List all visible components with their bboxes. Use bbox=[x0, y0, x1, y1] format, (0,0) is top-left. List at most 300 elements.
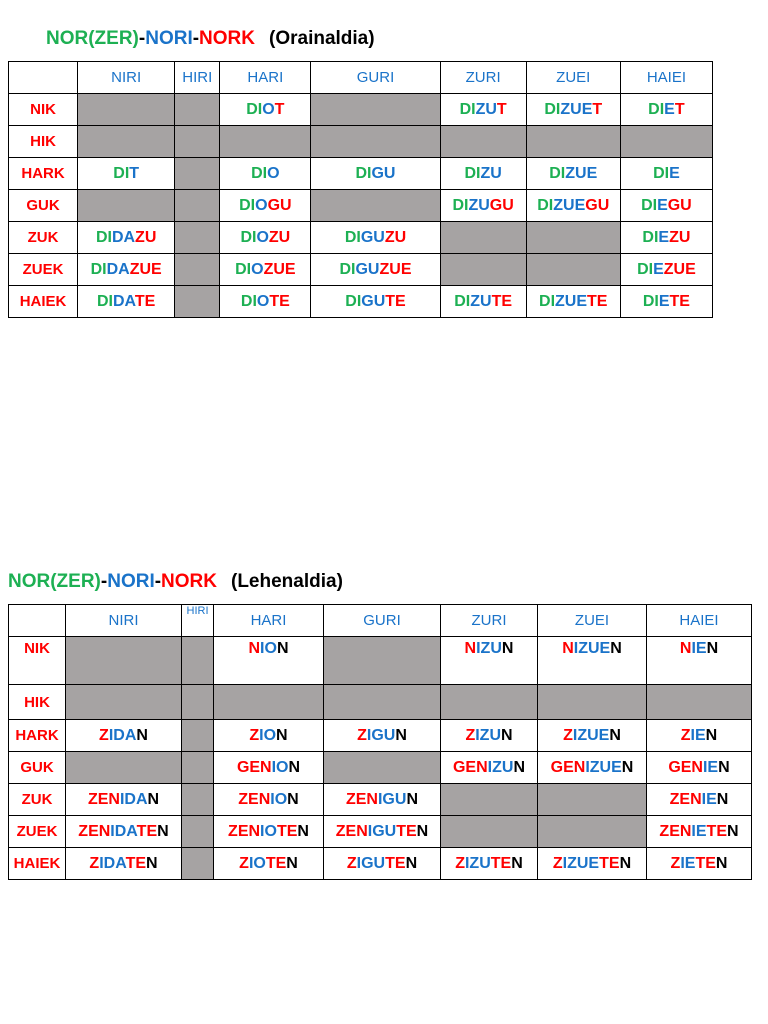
empty-cell bbox=[441, 816, 538, 848]
empty-cell bbox=[220, 126, 311, 158]
header-row bbox=[9, 605, 752, 637]
column-header-zuei: ZUEI bbox=[538, 605, 647, 637]
verb-segment: Z bbox=[552, 854, 563, 872]
verb-segment: Z bbox=[680, 726, 691, 744]
verb-form-cell bbox=[441, 720, 538, 752]
verb-segment: ZU bbox=[135, 228, 157, 246]
empty-cell bbox=[538, 784, 647, 816]
table-row bbox=[9, 286, 713, 318]
verb-segment: ZU bbox=[470, 292, 492, 310]
verb-segment: ZEN bbox=[669, 790, 702, 808]
verb-segment: GU bbox=[355, 260, 380, 278]
table-row bbox=[9, 685, 752, 720]
table-row bbox=[9, 720, 752, 752]
verb-form-cell bbox=[66, 848, 182, 880]
verb-form-cell bbox=[214, 720, 324, 752]
verb-form-cell bbox=[220, 254, 311, 286]
verb-segment: IE bbox=[702, 758, 719, 776]
verb-segment: O bbox=[267, 164, 280, 182]
verb-segment: N bbox=[718, 758, 730, 776]
verb-segment: E bbox=[658, 292, 670, 310]
verb-segment: DI bbox=[653, 164, 670, 182]
verb-segment: TE bbox=[396, 822, 417, 840]
verb-form-cell bbox=[220, 222, 311, 254]
verb-form-cell bbox=[78, 254, 175, 286]
verb-form-cell bbox=[647, 637, 752, 685]
verb-segment: IGU bbox=[356, 854, 386, 872]
verb-form-cell bbox=[620, 254, 712, 286]
verb-segment: N bbox=[513, 758, 525, 776]
verb-segment: ZUE bbox=[560, 100, 593, 118]
table-row bbox=[9, 126, 713, 158]
verb-segment: DI bbox=[339, 260, 356, 278]
header-row bbox=[9, 62, 713, 94]
verb-form-cell bbox=[324, 848, 441, 880]
verb-segment: DA bbox=[112, 292, 135, 310]
verb-segment: TE bbox=[265, 854, 287, 872]
verb-segment: IE bbox=[701, 790, 717, 808]
verb-form-cell bbox=[66, 784, 182, 816]
row-header-nik: NIK bbox=[9, 637, 66, 685]
verb-segment: Z bbox=[346, 854, 357, 872]
verb-form-cell bbox=[214, 848, 324, 880]
table-row bbox=[9, 752, 752, 784]
table-row bbox=[9, 254, 713, 286]
verb-segment: TE bbox=[385, 854, 406, 872]
verb-form-cell bbox=[311, 222, 440, 254]
title-lehenaldia bbox=[8, 571, 343, 593]
verb-segment: IDA bbox=[99, 854, 126, 872]
verb-segment: TE bbox=[134, 292, 156, 310]
empty-cell bbox=[620, 126, 712, 158]
verb-segment: N bbox=[248, 640, 261, 657]
verb-segment: TE bbox=[599, 854, 620, 872]
title-nork: NORK bbox=[199, 28, 255, 49]
verb-segment: Z bbox=[670, 854, 681, 872]
verb-segment: T bbox=[496, 100, 507, 118]
verb-segment: DI bbox=[641, 196, 658, 214]
verb-segment: IO bbox=[248, 854, 266, 872]
verb-segment: TE bbox=[136, 822, 158, 840]
verb-segment: GU bbox=[667, 196, 692, 214]
verb-form-cell bbox=[214, 784, 324, 816]
column-header-haiei: HAIEI bbox=[620, 62, 712, 94]
verb-segment: ZUE bbox=[663, 260, 696, 278]
column-header-guri: GURI bbox=[324, 605, 441, 637]
title-sep: - bbox=[192, 28, 200, 49]
verb-segment: IZU bbox=[487, 758, 514, 776]
verb-segment: N bbox=[286, 854, 298, 872]
empty-cell bbox=[441, 784, 538, 816]
empty-cell bbox=[78, 190, 175, 222]
title-orainaldia bbox=[46, 28, 375, 50]
empty-cell bbox=[526, 126, 620, 158]
empty-cell bbox=[441, 685, 538, 720]
verb-segment: N bbox=[619, 854, 632, 872]
verb-form-cell bbox=[538, 720, 647, 752]
row-header-hark: HARK bbox=[9, 158, 78, 190]
empty-cell bbox=[175, 94, 220, 126]
verb-segment: E bbox=[664, 100, 675, 118]
empty-cell bbox=[182, 637, 214, 685]
verb-segment: IZUE bbox=[585, 758, 622, 776]
verb-form-cell bbox=[440, 190, 526, 222]
verb-segment: DI bbox=[642, 292, 659, 310]
verb-segment: ZU bbox=[268, 228, 291, 246]
empty-cell bbox=[175, 126, 220, 158]
verb-segment: GEN bbox=[236, 758, 272, 776]
verb-segment: Z bbox=[249, 726, 260, 744]
verb-form-cell bbox=[538, 752, 647, 784]
empty-cell bbox=[311, 94, 440, 126]
verb-form-cell bbox=[440, 158, 526, 190]
verb-segment: N bbox=[716, 790, 729, 808]
verb-form-cell bbox=[647, 784, 752, 816]
verb-segment: DI bbox=[246, 100, 263, 118]
table-row bbox=[9, 94, 713, 126]
verb-segment: N bbox=[405, 854, 418, 872]
verb-segment: TE bbox=[706, 822, 727, 840]
empty-cell bbox=[182, 752, 214, 784]
verb-table-lehenaldia bbox=[8, 604, 752, 880]
column-header-hari: HARI bbox=[220, 62, 311, 94]
verb-form-cell bbox=[526, 158, 620, 190]
verb-segment: IGU bbox=[367, 822, 397, 840]
verb-form-cell bbox=[441, 637, 538, 685]
verb-segment: ZUE bbox=[263, 260, 296, 278]
verb-form-cell bbox=[78, 222, 175, 254]
verb-segment: ZEN bbox=[238, 790, 271, 808]
verb-segment: IO bbox=[260, 822, 277, 840]
verb-form-cell bbox=[324, 720, 441, 752]
verb-form-cell bbox=[647, 816, 752, 848]
row-header-guk: GUK bbox=[9, 752, 66, 784]
verb-form-cell bbox=[441, 848, 538, 880]
verb-form-cell bbox=[526, 190, 620, 222]
verb-segment: N bbox=[705, 726, 718, 744]
verb-segment: DI bbox=[539, 292, 556, 310]
verb-segment: N bbox=[706, 640, 719, 657]
verb-form-cell bbox=[538, 848, 647, 880]
verb-segment: Z bbox=[239, 854, 249, 872]
row-header-zuk: ZUK bbox=[9, 784, 66, 816]
empty-cell bbox=[66, 752, 182, 784]
verb-segment: IO bbox=[270, 790, 288, 808]
verb-segment: IE bbox=[690, 726, 706, 744]
verb-segment: N bbox=[501, 640, 514, 657]
verb-segment: DI bbox=[454, 292, 471, 310]
verb-form-cell bbox=[647, 752, 752, 784]
empty-cell bbox=[324, 685, 441, 720]
verb-segment: DI bbox=[240, 228, 257, 246]
verb-form-cell bbox=[620, 222, 712, 254]
empty-cell bbox=[647, 685, 752, 720]
verb-segment: ZU bbox=[669, 228, 691, 246]
verb-segment: T bbox=[674, 100, 685, 118]
verb-segment: N bbox=[562, 640, 574, 657]
verb-segment: ZU bbox=[480, 164, 502, 182]
verb-form-cell bbox=[214, 752, 324, 784]
verb-form-cell bbox=[220, 190, 311, 222]
verb-segment: DI bbox=[344, 228, 361, 246]
row-header-zuk: ZUK bbox=[9, 222, 78, 254]
verb-form-cell bbox=[220, 158, 311, 190]
verb-segment: IZU bbox=[464, 854, 491, 872]
verb-form-cell bbox=[620, 286, 712, 318]
row-header-guk: GUK bbox=[9, 190, 78, 222]
verb-segment: ZUE bbox=[553, 196, 586, 214]
empty-cell bbox=[324, 637, 441, 685]
verb-segment: DI bbox=[637, 260, 654, 278]
empty-cell bbox=[538, 816, 647, 848]
verb-form-cell bbox=[311, 158, 440, 190]
verb-form-cell bbox=[311, 286, 440, 318]
verb-segment: Z bbox=[465, 726, 476, 744]
verb-segment: DI bbox=[464, 164, 481, 182]
verb-segment: IE bbox=[680, 854, 696, 872]
verb-form-cell bbox=[526, 94, 620, 126]
verb-segment: DI bbox=[648, 100, 665, 118]
corner-cell bbox=[9, 62, 78, 94]
title-tense: (Orainaldia) bbox=[269, 28, 375, 49]
verb-form-cell bbox=[441, 752, 538, 784]
verb-segment: N bbox=[406, 790, 418, 808]
verb-segment: IDA bbox=[108, 726, 137, 744]
verb-segment: T bbox=[129, 164, 140, 182]
verb-segment: TE bbox=[269, 292, 290, 310]
column-header-zuri: ZURI bbox=[440, 62, 526, 94]
verb-segment: E bbox=[653, 260, 664, 278]
table-row bbox=[9, 816, 752, 848]
verb-form-cell bbox=[620, 94, 712, 126]
verb-form-cell bbox=[311, 254, 440, 286]
empty-cell bbox=[66, 685, 182, 720]
verb-segment: DI bbox=[537, 196, 554, 214]
empty-cell bbox=[175, 222, 220, 254]
verb-segment: ZUE bbox=[379, 260, 412, 278]
verb-form-cell bbox=[220, 286, 311, 318]
corner-cell bbox=[9, 605, 66, 637]
row-header-hik: HIK bbox=[9, 126, 78, 158]
empty-cell bbox=[182, 720, 214, 752]
verb-segment: N bbox=[727, 822, 739, 840]
verb-segment: TE bbox=[276, 822, 298, 840]
title-nork: NORK bbox=[161, 571, 217, 592]
empty-cell bbox=[440, 222, 526, 254]
verb-form-cell bbox=[538, 637, 647, 685]
column-header-niri: NIRI bbox=[78, 62, 175, 94]
verb-table-orainaldia bbox=[8, 61, 713, 318]
verb-form-cell bbox=[647, 720, 752, 752]
verb-segment: TE bbox=[490, 854, 512, 872]
verb-segment: ZEN bbox=[78, 822, 111, 840]
row-header-hik: HIK bbox=[9, 685, 66, 720]
column-header-guri: GURI bbox=[311, 62, 440, 94]
empty-cell bbox=[311, 126, 440, 158]
verb-segment: IGU bbox=[377, 790, 407, 808]
verb-segment: O bbox=[256, 292, 270, 310]
verb-segment: ZEN bbox=[228, 822, 261, 840]
verb-form-cell bbox=[66, 720, 182, 752]
verb-segment: Z bbox=[455, 854, 465, 872]
verb-segment: IO bbox=[260, 640, 277, 657]
empty-cell bbox=[182, 784, 214, 816]
verb-segment: GU bbox=[585, 196, 610, 214]
verb-segment: GEN bbox=[550, 758, 586, 776]
verb-segment: N bbox=[416, 822, 429, 840]
verb-segment: GU bbox=[489, 196, 514, 214]
column-header-haiei: HAIEI bbox=[647, 605, 752, 637]
verb-segment: N bbox=[146, 854, 158, 872]
table-row bbox=[9, 222, 713, 254]
verb-segment: T bbox=[274, 100, 285, 118]
verb-segment: IO bbox=[271, 758, 289, 776]
verb-segment: IZUE bbox=[573, 640, 611, 657]
verb-segment: IZUE bbox=[572, 726, 610, 744]
verb-segment: IO bbox=[259, 726, 277, 744]
verb-segment: N bbox=[715, 854, 728, 872]
empty-cell bbox=[182, 685, 214, 720]
empty-cell bbox=[440, 254, 526, 286]
verb-form-cell bbox=[78, 158, 175, 190]
verb-segment: ZEN bbox=[345, 790, 378, 808]
verb-segment: IE bbox=[691, 822, 707, 840]
empty-cell bbox=[175, 254, 220, 286]
table-row bbox=[9, 848, 752, 880]
verb-segment: DI bbox=[452, 196, 469, 214]
empty-cell bbox=[311, 190, 440, 222]
verb-segment: IZUE bbox=[562, 854, 600, 872]
verb-segment: N bbox=[147, 790, 160, 808]
verb-form-cell bbox=[526, 286, 620, 318]
verb-segment: GU bbox=[360, 228, 385, 246]
title-sep: - bbox=[100, 571, 108, 592]
verb-segment: DA bbox=[111, 228, 136, 246]
empty-cell bbox=[182, 816, 214, 848]
empty-cell bbox=[526, 254, 620, 286]
column-header-hiri: HIRI bbox=[175, 62, 220, 94]
table-row bbox=[9, 190, 713, 222]
title-sep: - bbox=[154, 571, 162, 592]
verb-segment: N bbox=[621, 758, 634, 776]
verb-segment: N bbox=[610, 640, 622, 657]
verb-segment: ZEN bbox=[659, 822, 692, 840]
column-header-hiri: HIRI bbox=[182, 605, 214, 637]
column-header-niri: NIRI bbox=[66, 605, 182, 637]
verb-segment: TE bbox=[669, 292, 690, 310]
verb-segment: Z bbox=[357, 726, 367, 744]
verb-form-cell bbox=[647, 848, 752, 880]
empty-cell bbox=[182, 848, 214, 880]
verb-form-cell bbox=[220, 94, 311, 126]
verb-segment: DI bbox=[95, 228, 112, 246]
verb-segment: O bbox=[251, 260, 264, 278]
verb-segment: Z bbox=[89, 854, 100, 872]
verb-segment: N bbox=[679, 640, 692, 657]
verb-segment: TE bbox=[587, 292, 608, 310]
title-nor: NOR(ZER) bbox=[8, 571, 101, 592]
empty-cell bbox=[175, 190, 220, 222]
row-header-haiek: HAIEK bbox=[9, 286, 78, 318]
verb-segment: DI bbox=[355, 164, 372, 182]
verb-segment: T bbox=[592, 100, 603, 118]
empty-cell bbox=[78, 94, 175, 126]
verb-segment: DA bbox=[106, 260, 130, 278]
verb-segment: N bbox=[511, 854, 523, 872]
verb-segment: DI bbox=[90, 260, 107, 278]
table-row bbox=[9, 158, 713, 190]
verb-segment: IDA bbox=[110, 822, 137, 840]
verb-segment: TE bbox=[385, 292, 406, 310]
column-header-zuri: ZURI bbox=[441, 605, 538, 637]
empty-cell bbox=[66, 637, 182, 685]
verb-form-cell bbox=[620, 158, 712, 190]
verb-segment: DI bbox=[96, 292, 113, 310]
title-nor: NOR(ZER) bbox=[46, 28, 139, 49]
verb-segment: GEN bbox=[452, 758, 488, 776]
verb-segment: N bbox=[609, 726, 621, 744]
verb-segment: IZU bbox=[476, 640, 502, 657]
verb-form-cell bbox=[440, 286, 526, 318]
verb-segment: DI bbox=[235, 260, 252, 278]
verb-segment: IE bbox=[691, 640, 707, 657]
verb-segment: DI bbox=[642, 228, 659, 246]
verb-segment: DI bbox=[239, 196, 256, 214]
verb-segment: N bbox=[276, 726, 288, 744]
row-header-nik: NIK bbox=[9, 94, 78, 126]
title-nori: NORI bbox=[107, 571, 155, 592]
verb-segment: E bbox=[669, 164, 680, 182]
verb-segment: TE bbox=[695, 854, 716, 872]
verb-segment: ZEN bbox=[335, 822, 368, 840]
verb-segment: N bbox=[501, 726, 513, 744]
verb-form-cell bbox=[440, 94, 526, 126]
verb-form-cell bbox=[324, 816, 441, 848]
table-row bbox=[9, 784, 752, 816]
verb-segment: ZU bbox=[384, 228, 407, 246]
row-header-haiek: HAIEK bbox=[9, 848, 66, 880]
empty-cell bbox=[526, 222, 620, 254]
verb-segment: DI bbox=[240, 292, 257, 310]
verb-segment: N bbox=[395, 726, 407, 744]
empty-cell bbox=[214, 685, 324, 720]
verb-segment: TE bbox=[491, 292, 513, 310]
empty-cell bbox=[175, 286, 220, 318]
row-header-hark: HARK bbox=[9, 720, 66, 752]
verb-segment: GU bbox=[371, 164, 396, 182]
empty-cell bbox=[324, 752, 441, 784]
verb-form-cell bbox=[66, 816, 182, 848]
verb-segment: IZU bbox=[475, 726, 501, 744]
verb-segment: N bbox=[297, 822, 309, 840]
column-header-zuei: ZUEI bbox=[526, 62, 620, 94]
title-nori: NORI bbox=[145, 28, 193, 49]
verb-segment: ZUE bbox=[565, 164, 598, 182]
verb-segment: DI bbox=[251, 164, 268, 182]
column-header-hari: HARI bbox=[214, 605, 324, 637]
row-header-zuek: ZUEK bbox=[9, 254, 78, 286]
verb-segment: IDA bbox=[119, 790, 148, 808]
empty-cell bbox=[78, 126, 175, 158]
verb-form-cell bbox=[620, 190, 712, 222]
verb-segment: Z bbox=[99, 726, 109, 744]
verb-form-cell bbox=[324, 784, 441, 816]
verb-segment: TE bbox=[125, 854, 147, 872]
verb-segment: GU bbox=[361, 292, 386, 310]
verb-segment: IGU bbox=[366, 726, 396, 744]
verb-segment: N bbox=[157, 822, 169, 840]
verb-segment: N bbox=[287, 790, 299, 808]
